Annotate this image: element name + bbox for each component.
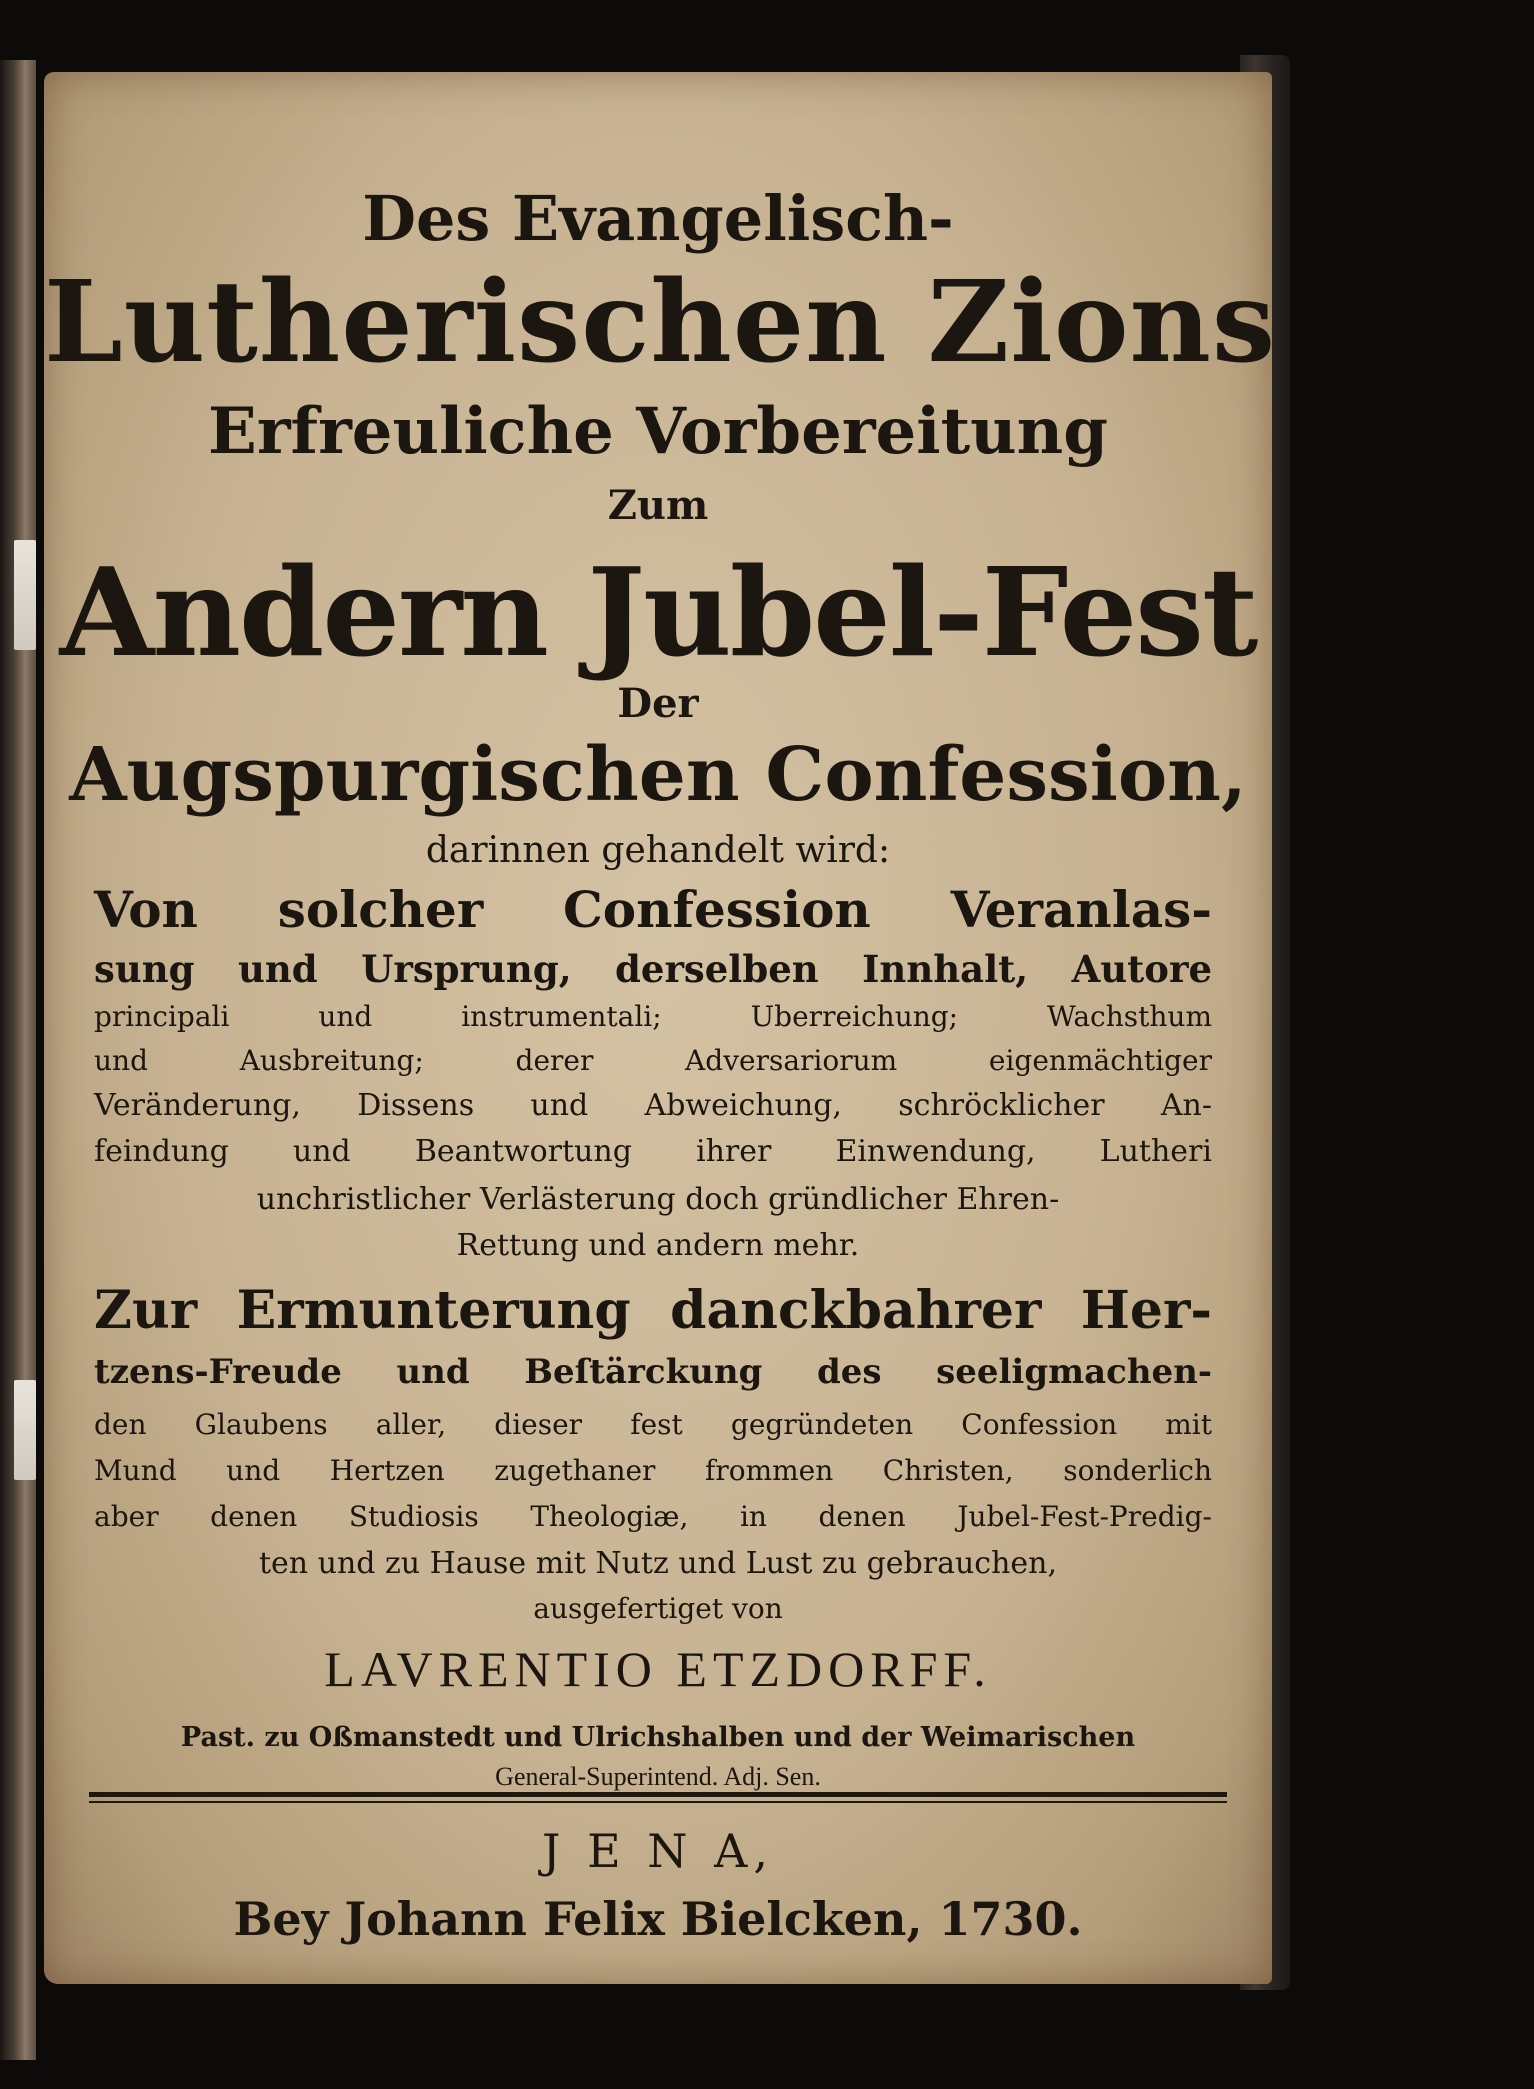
title-line-8: darinnen gehandelt wird:: [425, 830, 891, 871]
binding-thread: [14, 540, 36, 650]
body2-line-3: den Glaubens aller, dieser fest gegründeten Confession mit: [94, 1408, 1212, 1441]
title-line-5: Andern Jubel-Fest: [59, 540, 1257, 684]
title-line-6: Der: [617, 680, 699, 727]
body1-line-6: feindung und Beantwortung ihrer Einwendung, Lutheri: [94, 1134, 1212, 1169]
body1-line-2: sung und Ursprung, derselben Innhalt, Autore: [94, 947, 1212, 991]
body1-line-5: Veränderung, Dissens und Abweichung, schröcklicher An-: [94, 1088, 1212, 1123]
body2-line-5: aber denen Studiosis Theologiæ, in denen Jubel-Fest-Predig-: [94, 1500, 1212, 1533]
body2-line-1: Zur Ermunterung danckbahrer Her-: [94, 1280, 1212, 1341]
body1-line-3: principali und instrumentali; Uberreichung; Wachsthum: [94, 1000, 1212, 1033]
body2-line-7: ausgefertiget von: [533, 1592, 783, 1625]
imprint: Bey Johann Felix Bielcken, 1730.: [233, 1892, 1083, 1946]
body1-line-4: und Ausbreitung; derer Adversariorum eigenmächtiger: [94, 1044, 1212, 1077]
title-page: [44, 72, 1277, 1984]
body2-line-2: tzens-Freude und Beſtärckung des seeligmachen-: [94, 1352, 1212, 1392]
author-name: LAVRENTIO ETZDORFF.: [324, 1641, 992, 1697]
author-title-2: General-Superintend. Adj. Sen.: [495, 1762, 821, 1791]
book-spine-left: [0, 60, 36, 2060]
author-title-1: Past. zu Oßmanstedt und Ulrichshalben und der Weimarischen: [180, 1722, 1136, 1753]
body2-line-6: ten und zu Hause mit Nutz und Lust zu gebrauchen,: [258, 1546, 1058, 1581]
place-of-printing: J E N A,: [542, 1824, 774, 1878]
title-line-7: Augspurgischen Confession,: [69, 732, 1247, 818]
divider-rule-thin: [89, 1801, 1227, 1803]
body1-line-1: Von solcher Confession Veranlas-: [94, 880, 1212, 939]
title-line-4: Zum: [607, 482, 709, 529]
binding-thread: [14, 1380, 36, 1480]
title-line-3: Erfreuliche Vorbereitung: [208, 394, 1108, 469]
body1-line-7: unchristlicher Verlästerung doch gründlicher Ehren-: [256, 1182, 1060, 1217]
title-line-2: Lutherischen Zions: [44, 257, 1277, 388]
body1-line-8: Rettung und andern mehr.: [456, 1228, 860, 1263]
divider-rule: [89, 1792, 1227, 1797]
title-line-1: Des Evangelisch-: [362, 182, 954, 255]
body2-line-4: Mund und Hertzen zugethaner frommen Christen, sonderlich: [94, 1454, 1212, 1487]
